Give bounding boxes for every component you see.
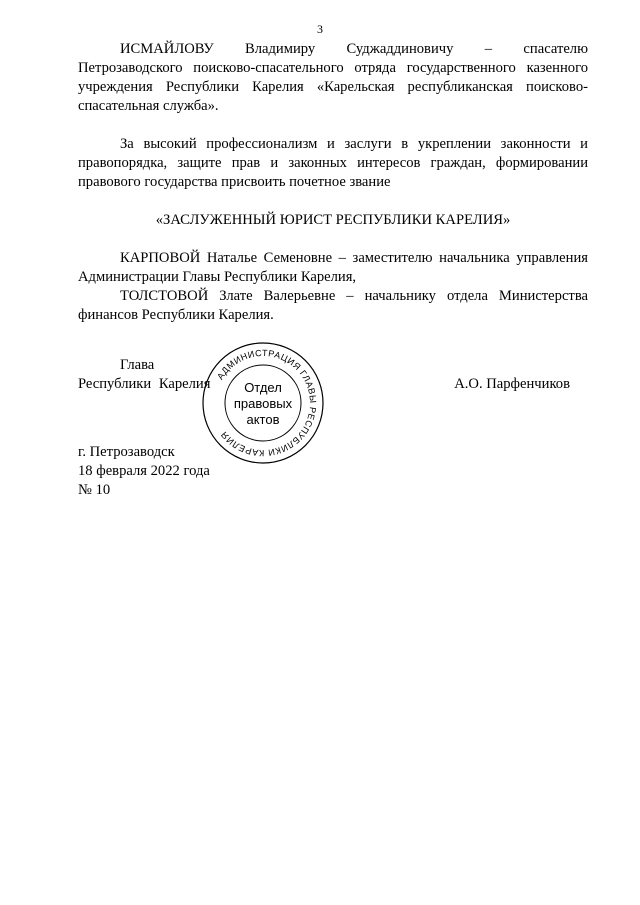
paragraph-tolstova: [78, 287, 588, 325]
document-footer: [78, 443, 210, 500]
document-body: [78, 40, 588, 325]
official-stamp: [200, 340, 326, 466]
stamp-line2: правовых: [233, 396, 293, 411]
stamp-line1: Отдел: [244, 380, 282, 395]
paragraph-karpova: [78, 249, 588, 287]
signature-name: А.О. Парфенчиков: [454, 376, 570, 392]
stamp-ring-text: АДМИНИСТРАЦИЯ ГЛАВЫ РЕСПУБЛИКИ КАРЕЛИЯ: [214, 347, 319, 459]
footer-city: г. Петрозаводск: [78, 444, 175, 460]
ismailov-first-line: ИСМАЙЛОВУ Владимиру Суджаддиновичу – спасателю: [120, 41, 588, 57]
footer-date: 18 февраля 2022 года: [78, 463, 210, 479]
signature-title-line2: Республики Карелия: [78, 376, 211, 392]
award-reason-text: За высокий профессионализм и заслуги в укреплении законности и правопорядка, защите прав и законных интересов граждан, формировании правового государства присвоить почетное звание: [78, 136, 588, 190]
signature-title: Глава: [120, 357, 155, 373]
page-number: 3: [317, 22, 323, 36]
ismailov-continuation: Петрозаводского поисково-спасательного отряда государственного казенного учреждения Республики Карелия «Карельская республиканская поисково-спасательная служба».: [78, 60, 588, 114]
stamp-line3: актов: [246, 412, 280, 427]
footer-number: № 10: [78, 482, 111, 498]
award-title: «ЗАСЛУЖЕННЫЙ ЮРИСТ РЕСПУБЛИКИ КАРЕЛИЯ»: [155, 212, 511, 228]
paragraph-ismailov: [78, 40, 588, 116]
signature-block: [78, 356, 588, 446]
tolstova-text: ТОЛСТОВОЙ Злате Валерьевне – начальнику отдела Министерства финансов Республики Карелия.: [78, 288, 588, 323]
karpova-text: КАРПОВОЙ Наталье Семеновне – заместителю начальника управления Администрации Главы Республики Карелия,: [78, 250, 588, 285]
paragraph-award-reason: [78, 135, 588, 192]
